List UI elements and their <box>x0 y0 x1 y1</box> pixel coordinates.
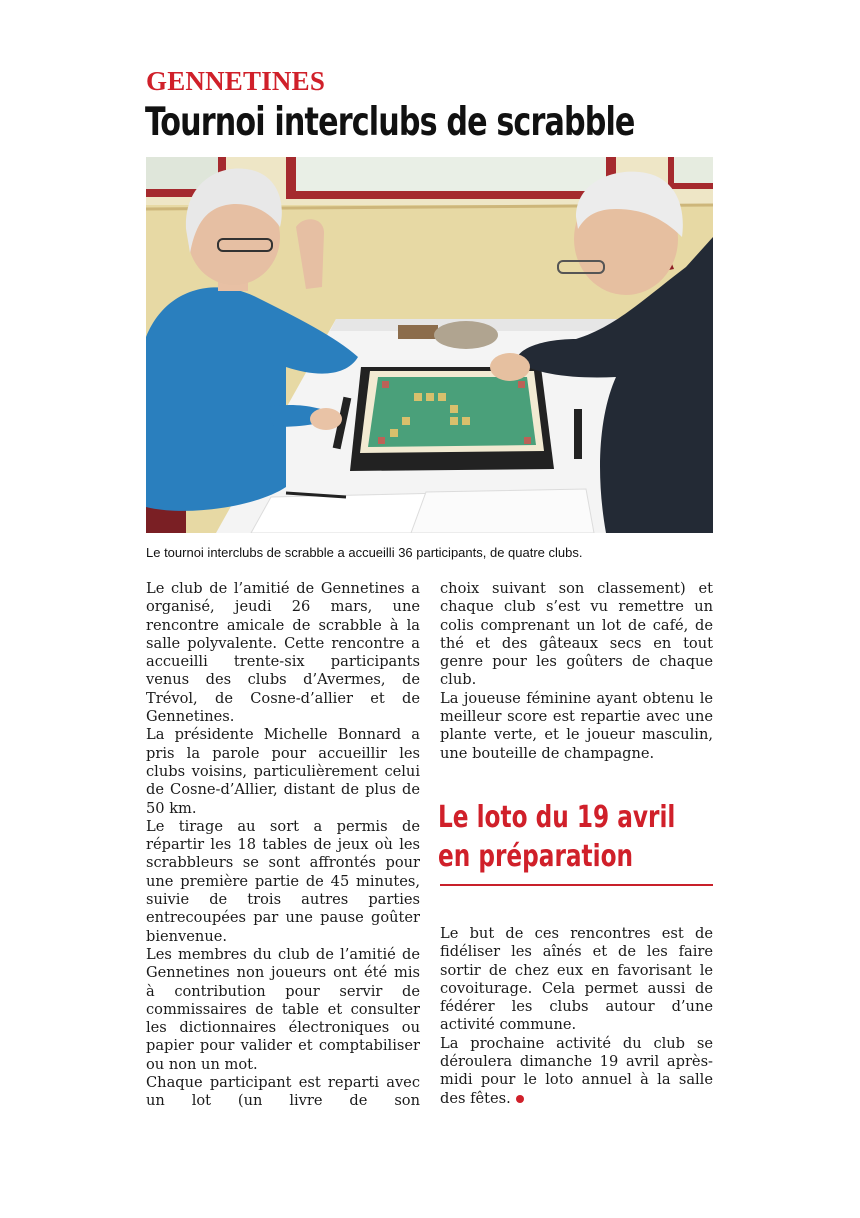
photo-caption: Le tournoi interclubs de scrabble a accueilli 36 participants, de quatre clubs. <box>146 545 583 560</box>
article-column-right-top <box>440 580 713 763</box>
subheading-rule <box>440 884 713 886</box>
paragraph <box>440 1035 713 1108</box>
article-column-right-bottom <box>440 925 713 1108</box>
subheading-line-1: Le loto du 19 avril <box>438 800 676 835</box>
paragraph: Le club de l’amitié de Gennetines a organisé, jeudi 26 mars, une rencontre amicale de scrabble à la salle polyvalente. Cette rencontre a accueilli trente-six participants venus des clubs d’Avermes, de Trévol, de Cosne-d’allier et de Gennetines. <box>146 580 420 726</box>
paragraph: La joueuse féminine ayant obtenu le meilleur score est repartie avec une plante verte, et le joueur masculin, une bouteille de champagne. <box>440 689 713 762</box>
paragraph: La présidente Michelle Bonnard a pris la parole pour accueillir les clubs voisins, particulièrement celui de Cosne-d’Allier, distant de plus de 50 km. <box>146 726 420 817</box>
paragraph: Le tirage au sort a permis de répartir les 18 tables de jeux où les scrabbleurs se sont affrontés pour une première partie de 45 minutes, suivie de trois autres parties entrecoupées par une pause goûter bienvenue. <box>146 817 420 945</box>
article-photo <box>146 157 713 533</box>
article-kicker: GENNETINES <box>146 66 326 96</box>
subheading-line-2: en préparation <box>438 839 634 874</box>
end-of-article-dot-icon <box>516 1095 524 1103</box>
subheading <box>438 798 675 876</box>
paragraph: Les membres du club de l’amitié de Gennetines non joueurs ont été mis à contribution pour servir de commissaires de table et consulter les dictionnaires électroniques ou papier pour valider et comptabiliser ou non un mot. <box>146 945 420 1073</box>
article-headline: Tournoi interclubs de scrabble <box>145 100 635 145</box>
closing-text: La prochaine activité du club se déroulera dimanche 19 avril après-midi pour le loto annuel à la salle des fêtes. <box>440 1034 713 1107</box>
article-column-left <box>146 580 420 1111</box>
paragraph: Chaque participant est reparti avec un lot (un livre de son <box>146 1074 420 1110</box>
paragraph: Le but de ces rencontres est de fidéliser les aînés et de les faire sortir de chez eux en favorisant le covoiturage. Cela permet aussi de fédérer les clubs autour d’une activité commune. <box>440 925 713 1034</box>
paragraph: choix suivant son classement) et chaque club s’est vu remettre un colis comprenant un lot de café, de thé et des gâteaux secs en tout genre pour les goûters de chaque club. <box>440 580 713 689</box>
